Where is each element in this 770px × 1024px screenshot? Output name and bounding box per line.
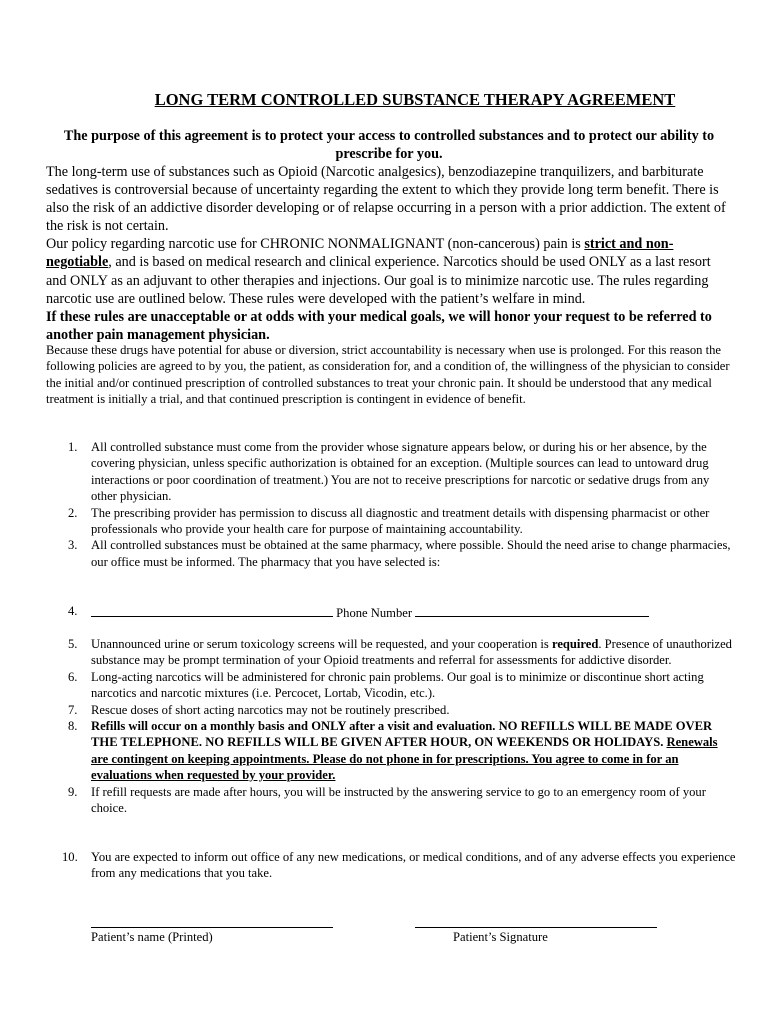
policy-text-before: Our policy regarding narcotic use for CHRONIC NONMALIGNANT (non-cancerous) pain is	[46, 236, 585, 253]
list-item	[46, 849, 736, 882]
item-text: Unannounced urine or serum toxicology screens will be requested, and your cooperation is	[91, 637, 552, 651]
item-number: 5.	[68, 637, 78, 651]
document-title: LONG TERM CONTROLLED SUBSTANCE THERAPY AGREEMENT	[154, 90, 676, 109]
item-text-bold: Refills will occur on a monthly basis and ONLY after a visit and evaluation. NO REFILLS WILL BE MADE OVER THE TELEPHONE. NO REFILLS WILL BE GIVEN AFTER HOUR, ON WEEKENDS OR HOLIDAYS.	[91, 719, 713, 750]
list-item	[46, 669, 736, 702]
policy-text-after: , and is based on medical research and clinical experience. Narcotics should be used ONLY as a last resort and ONLY as an adjuvant to other therapies and injections. Our goal is to minimize narcotic use. The rules regarding narcotic use are outlined below. These rules were developed with the patient’s welfare in mind.	[46, 254, 711, 307]
list-item	[46, 603, 736, 621]
item-text: . Presence of unauthorized substance may be prompt termination of your Opioid treatments and referral for assessments for addictive disorder.	[91, 637, 732, 668]
list-item	[46, 636, 736, 669]
intro-paragraph-risks: The long-term use of substances such as Opioid (Narcotic analgesics), benzodiazepine tranquilizers, and barbiturate sedatives is controversial because of uncertainty regarding the extent to which they provide long term benefit. There is also the risk of an addictive disorder developing or of relapse occurring in a person with a prior addiction. The extent of the risk is not certain.	[46, 164, 726, 235]
item-text: If refill requests are made after hours, you will be instructed by the answering service to go to an emergency room of your choice.	[91, 784, 706, 816]
item-number: 4.	[68, 604, 78, 618]
intro-body	[46, 163, 732, 344]
item-number: 6.	[68, 669, 78, 684]
item-number: 1.	[68, 440, 78, 454]
pharmacy-line-row	[46, 603, 736, 621]
item-text-emphasis: required	[551, 637, 599, 651]
item-number: 7.	[68, 702, 78, 717]
policy-list-part1	[46, 439, 736, 570]
patient-signature-field[interactable]	[415, 927, 657, 928]
item-number: 2.	[68, 505, 78, 520]
item-number: 9.	[68, 784, 78, 799]
patient-signature-label: Patient’s Signature	[453, 930, 548, 944]
pharmacy-name-field[interactable]	[91, 603, 333, 617]
item-text: Long-acting narcotics will be administered for chronic pain problems. Our goal is to minimize or discontinue short acting narcotics and narcotic mixtures (i.e. Percocet, Lortab, Vicodin, etc.).	[91, 669, 704, 701]
item-text: You are expected to inform out office of any new medications, or medical conditions, and of any adverse effects you experience from any medications that you take.	[91, 850, 736, 881]
list-item	[46, 784, 736, 817]
policy-emphasis: strict and non-negotiable	[46, 236, 674, 271]
policy-list-part2	[46, 636, 736, 816]
phone-number-field[interactable]	[415, 603, 649, 617]
item-text: All controlled substances must be obtained at the same pharmacy, where possible. Should the need arise to change pharmacies, our office must be informed. The pharmacy that you have selected is:	[91, 538, 731, 569]
item-number: 10.	[62, 850, 78, 864]
item-text: All controlled substance must come from the provider whose signature appears below, or during his or her absence, by the covering physician, unless specific authorization is obtained for an exception. (Multiple sources can lead to untoward drug interactions or poor coordination of treatment.) You are not to receive prescriptions for narcotic or sedative drugs from any other physician.	[91, 440, 710, 504]
patient-name-label: Patient’s name (Printed)	[91, 930, 213, 944]
patient-name-field[interactable]	[91, 927, 333, 928]
purpose-statement: The purpose of this agreement is to protect your access to controlled substances and to protect our ability to prescribe for you.	[63, 128, 715, 162]
intro-paragraph-policy	[46, 235, 732, 307]
phone-number-label: Phone Number	[336, 606, 413, 620]
item-text: The prescribing provider has permission to discuss all diagnostic and treatment details with dispensing pharmacist or other professionals who provide your health care for purpose of maintaining accountability.	[91, 505, 710, 537]
list-item	[46, 439, 736, 505]
item-text: Rescue doses of short acting narcotics may not be routinely prescribed.	[91, 702, 450, 717]
list-item	[46, 537, 736, 570]
list-item	[46, 702, 736, 718]
list-item	[46, 505, 736, 538]
referral-statement: If these rules are unacceptable or at odds with your medical goals, we will honor your request to be referred to another pain management physician.	[46, 308, 712, 343]
item-text-bold-underline: Renewals are contingent on keeping appointments. Please do not phone in for prescriptions. You agree to come in for an evaluations when requested by your provider.	[91, 735, 718, 783]
item-number: 3.	[68, 538, 78, 553]
list-item	[46, 718, 736, 784]
policy-list-part3	[46, 849, 736, 882]
item-number: 8.	[68, 719, 78, 734]
accountability-paragraph: Because these drugs have potential for abuse or diversion, strict accountability is necessary when use is prolonged. For this reason the following policies are agreed to by you, the patient, as consideration for, and a condition of, the willingness of the physician to consider the initial and/or continued prescription of controlled substances to treat your chronic pain. It should be understood that any medical treatment is initially a trial, and that continued prescription is contingent in evidence of benefit.	[46, 343, 730, 406]
